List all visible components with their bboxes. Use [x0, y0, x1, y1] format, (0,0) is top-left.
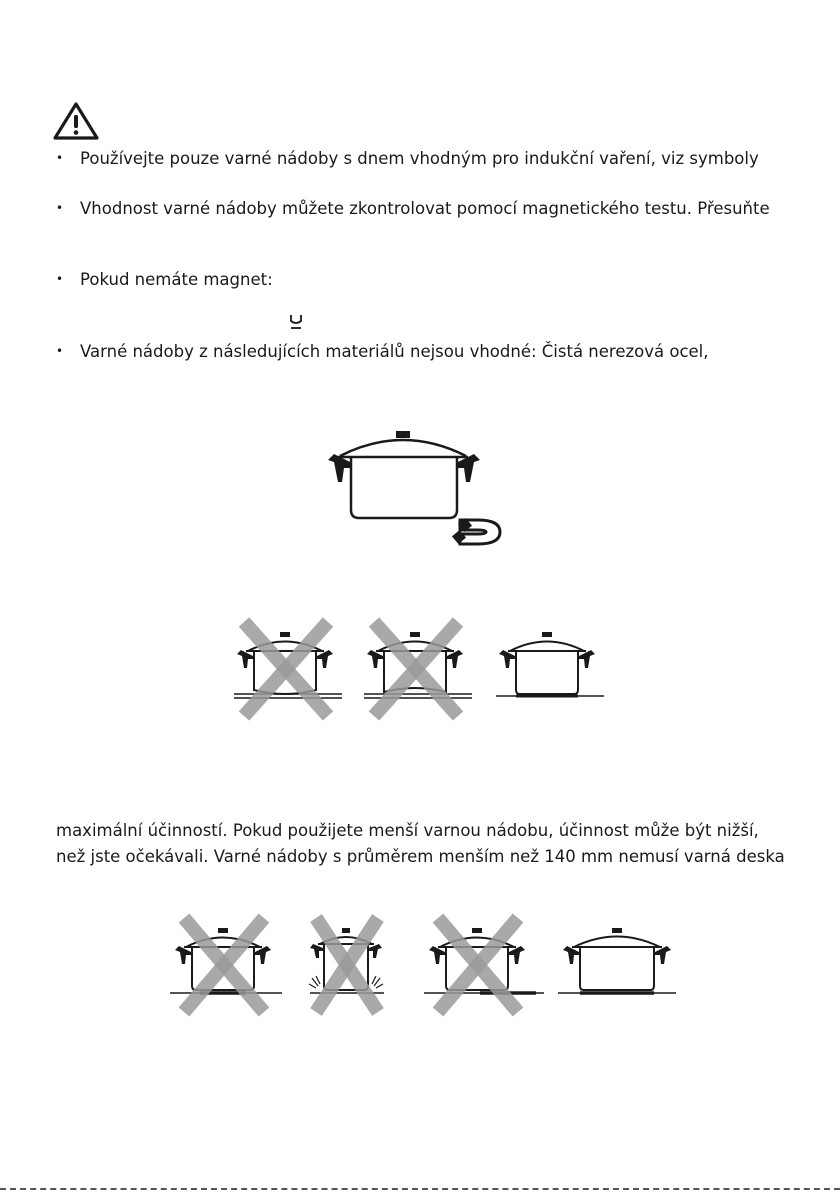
paragraph-line: než jste očekávali. Varné nádoby s průměrem menším než 140 mm nemusí varná deska	[56, 847, 785, 866]
paragraph-line: maximální účinností. Pokud použijete menší varnou nádobu, účinnost může být nižší,	[56, 821, 759, 840]
magnet-icon	[452, 518, 500, 544]
warning-triangle-icon	[53, 102, 99, 140]
pot-too-small-crossed-icon	[170, 918, 282, 1012]
bullet-item: • Varné nádoby z následujících materiálů nejsou vhodné: Čistá nerezová ocel,	[56, 342, 709, 361]
page-bottom-border	[0, 1188, 840, 1190]
bullet-text: Používejte pouze varné nádoby s dnem vhodným pro indukční vaření, viz symboly	[80, 149, 759, 168]
pot-warped-crossed-icon	[234, 622, 342, 716]
pot-offset-crossed-icon	[424, 918, 544, 1012]
magnet-test-figure	[320, 428, 520, 548]
pot-icon	[328, 431, 480, 518]
bullet-item: • Používejte pouze varné nádoby s dnem vhodným pro indukční vaření, viz symboly	[56, 149, 759, 168]
bullet-text: Pokud nemáte magnet:	[80, 270, 273, 289]
flat-bottom-figure	[232, 618, 612, 718]
bullet-item: • Pokud nemáte magnet:	[56, 270, 273, 289]
pot-tiny-crossed-icon	[309, 918, 384, 1012]
bullet-item: • Vhodnost varné nádoby můžete zkontrolovat pomocí magnetického testu. Přesuňte	[56, 199, 770, 218]
pot-warped-crossed-icon	[364, 622, 472, 716]
pot-size-figure	[170, 914, 680, 1014]
pot-correct-size-icon	[558, 928, 676, 993]
bullet-text: Vhodnost varné nádoby můžete zkontrolovat pomocí magnetického testu. Přesuňte	[80, 199, 770, 218]
induction-coil-icon	[289, 313, 303, 331]
bullet-text: Varné nádoby z následujících materiálů nejsou vhodné: Čistá nerezová ocel,	[80, 342, 709, 361]
pot-flat-ok-icon	[496, 632, 604, 696]
